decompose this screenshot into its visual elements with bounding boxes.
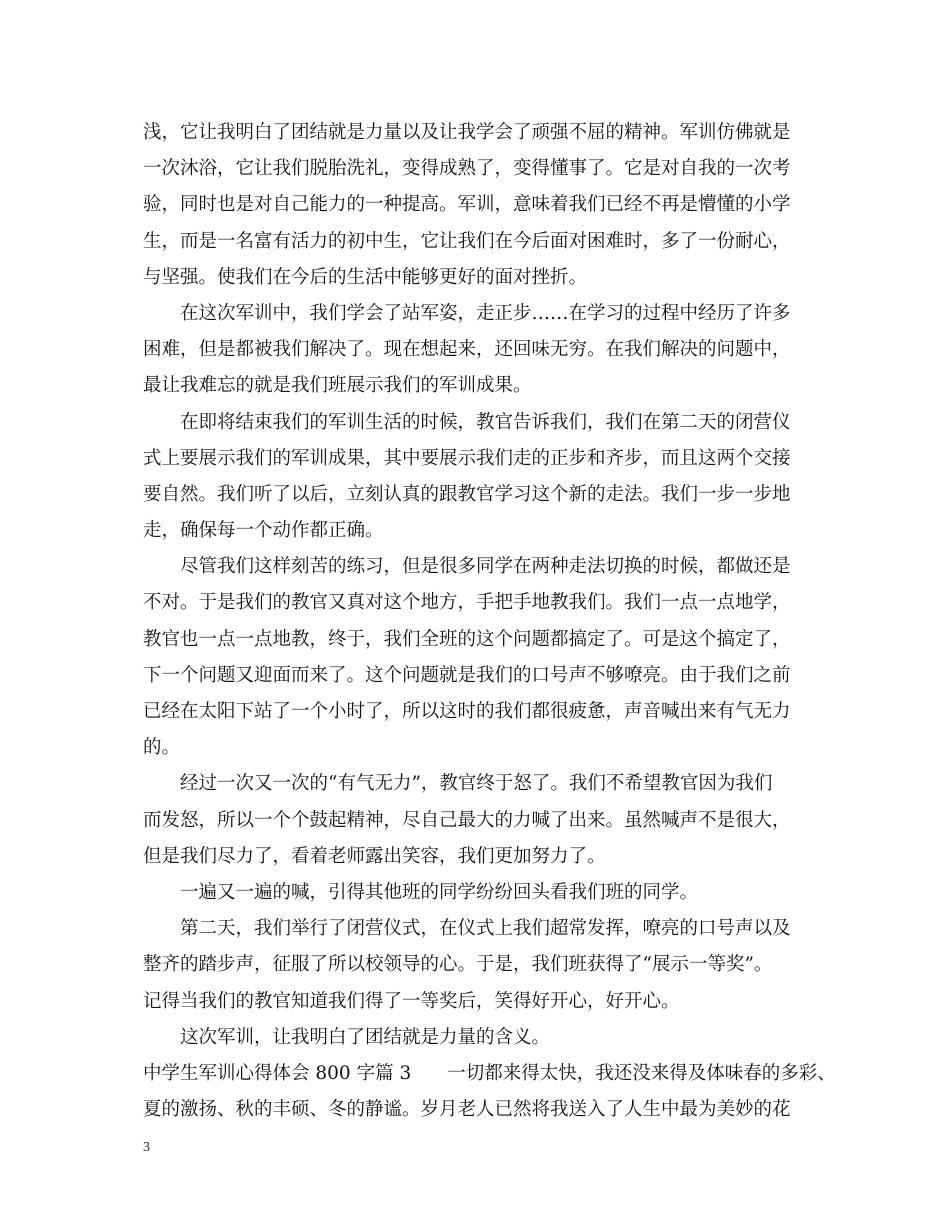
text-line: 记得当我们的教官知道我们得了一等奖后，笑得好开心，好开心。 [143,990,680,1012]
document-body [143,115,836,1128]
section-heading-line [143,1056,836,1092]
text-line: 要自然。我们听了以后，立刻认真的跟教官学习这个新的走法。我们一步一步地 [143,483,791,505]
text-line: 生，而是一名富有活力的初中生，它让我们在今后面对困难时，多了一份耐心， [143,230,791,252]
text-line: 整齐的踏步声，征服了所以校领导的心。于是，我们班获得了“展示一等奖”。 [143,954,773,976]
paragraph-start-line: 第二天，我们举行了闭营仪式，在仪式上我们超常发挥，嘹亮的口号声以及 [180,918,791,940]
text-line: 夏的激扬、秋的丰硕、冬的静谧。岁月老人已然将我送入了人生中最为美妙的花 [143,1099,791,1121]
text-line: 下一个问题又迎面而来了。这个问题就是我们的口号声不够嘹亮。由于我们之前 [143,664,791,686]
text-line: 最让我难忘的就是我们班展示我们的军训成果。 [143,375,532,397]
section-heading: 中学生军训心得体会 800 字篇 3 [143,1062,412,1084]
page-number: 3 [143,1140,150,1155]
text-line: 困难，但是都被我们解决了。现在想起来，还回味无穷。在我们解决的问题中， [143,339,791,361]
paragraph-start-line: 一遍又一遍的喊，引得其他班的同学纷纷回头看我们班的同学。 [180,881,699,903]
text-line: 不对。于是我们的教官又真对这个地方，手把手地教我们。我们一点一点地学， [143,592,791,614]
text-line: 教官也一点一点地教，终于，我们全班的这个问题都搞定了。可是这个搞定了， [143,628,791,650]
paragraph-start-line: 经过一次又一次的“有气无力”，教官终于怒了。我们不希望教官因为我们 [180,773,773,795]
heading-continuation-text: 一切都来得太快，我还没来得及体味春的多彩、 [447,1062,836,1084]
text-line: 一次沐浴，它让我们脱胎洗礼，变得成熟了，变得懂事了。它是对自我的一次考 [143,158,791,180]
paragraph-start-line: 在这次军训中，我们学会了站军姿，走正步……在学习的过程中经历了许多 [180,302,791,324]
text-line: 浅，它让我明白了团结就是力量以及让我学会了顽强不屈的精神。军训仿佛就是 [143,122,791,143]
text-line: 已经在太阳下站了一个小时了，所以这时的我们都很疲惫，声音喊出来有气无力 [143,701,791,722]
text-line: 与坚强。使我们在今后的生活中能够更好的面对挫折。 [143,266,588,288]
text-line: 走，确保每一个动作都正确。 [143,520,384,542]
text-line: 而发怒，所以一个个鼓起精神，尽自己最大的力喊了出来。虽然喊声不是很大， [143,809,791,831]
paragraph-start-line: 在即将结束我们的军训生活的时候，教官告诉我们，我们在第二天的闭营仪 [180,411,791,433]
text-line: 验，同时也是对自己能力的一种提高。军训，意味着我们已经不再是懵懂的小学 [143,194,791,216]
text-line: 但是我们尽力了，看着老师露出笑容，我们更加努力了。 [143,845,606,867]
paragraph-start-line: 尽管我们这样刻苦的练习，但是很多同学在两种走法切换的时候，都做还是 [180,556,791,578]
text-line: 的。 [143,737,181,759]
text-line: 式上要展示我们的军训成果，其中要展示我们走的正步和齐步，而且这两个交接 [143,447,791,469]
paragraph-start-line: 这次军训，让我明白了团结就是力量的含义。 [180,1026,551,1048]
